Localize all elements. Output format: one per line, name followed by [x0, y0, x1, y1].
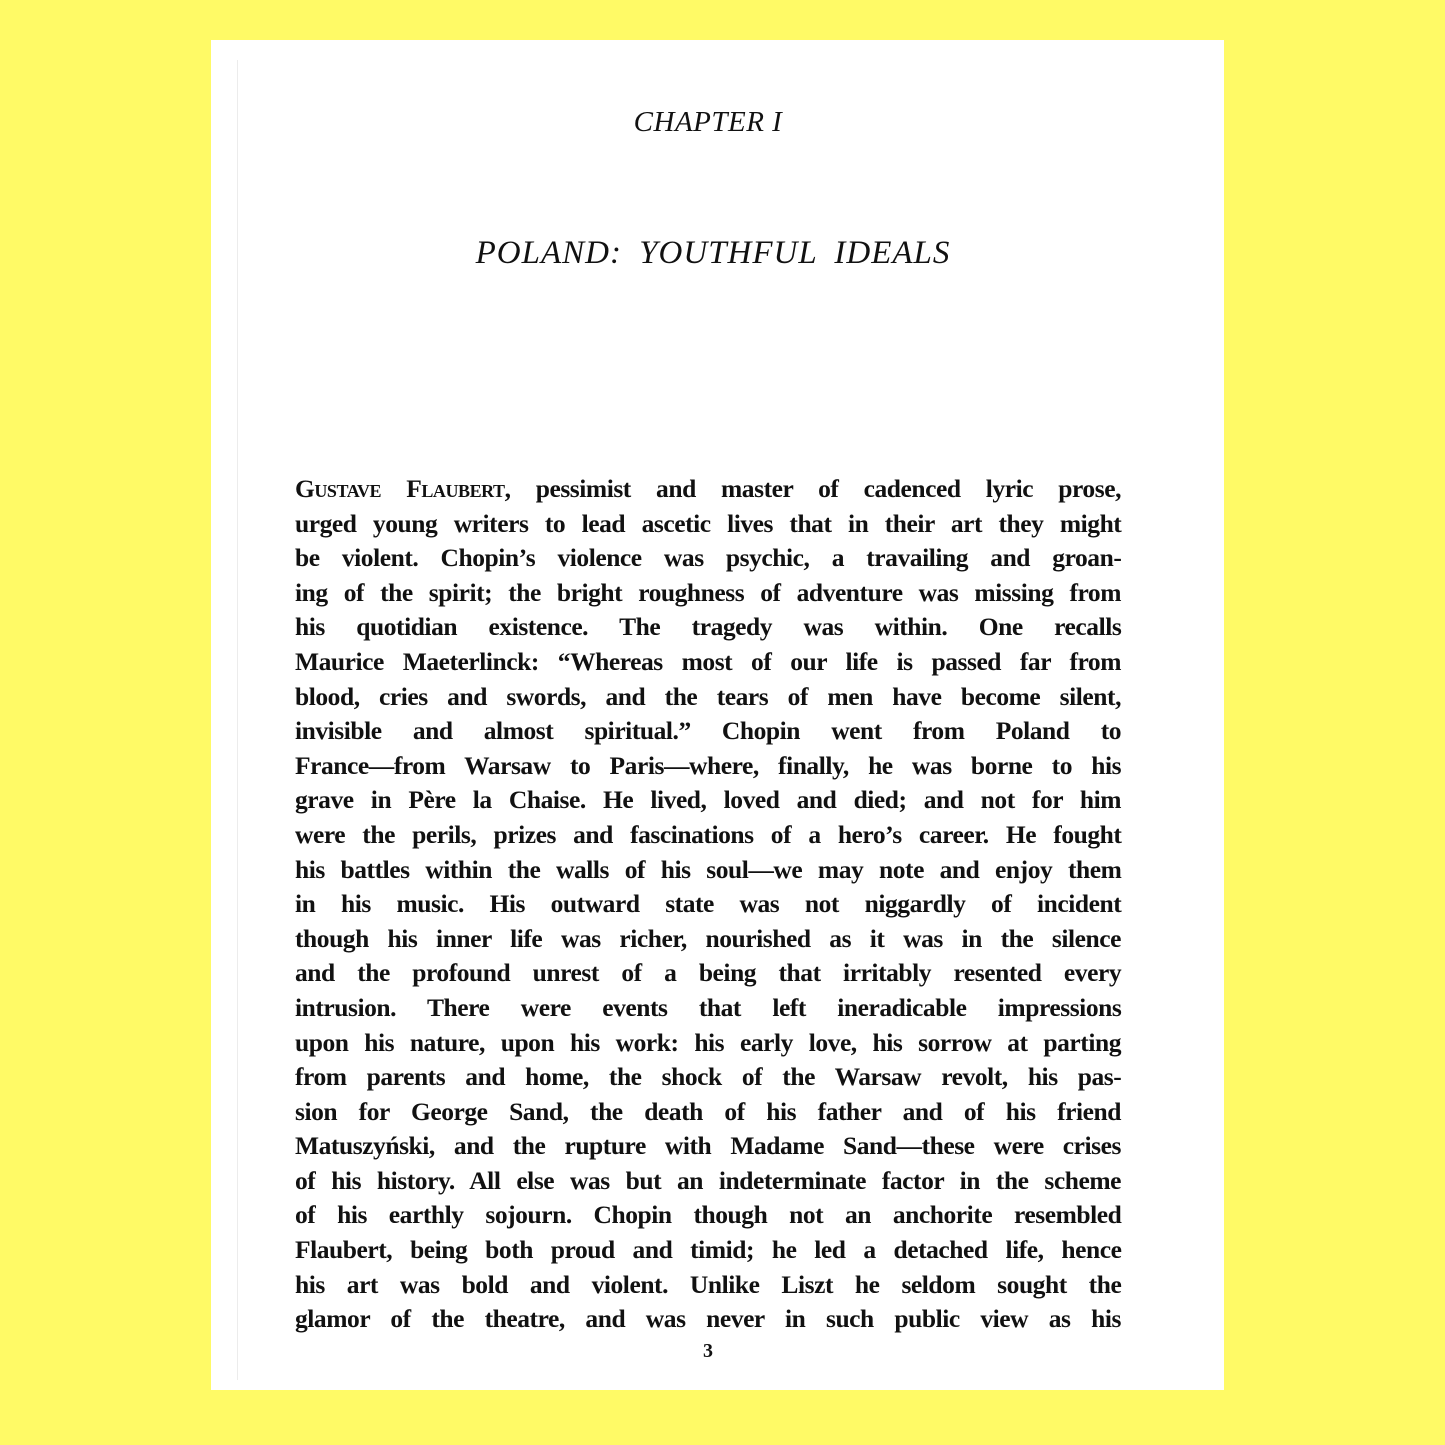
text-line: glamor of the theatre, and was never in such public view as his [295, 1304, 1121, 1334]
text-line: be violent. Chopin’s violence was psychic, a travailing and groan- [295, 543, 1122, 573]
text-line: his quotidian existence. The tragedy was within. One recalls [295, 612, 1122, 642]
text-line: intrusion. There were events that left ineradicable impressions [295, 992, 1122, 1022]
text-line: from parents and home, the shock of the Warsaw revolt, his pas- [295, 1062, 1122, 1092]
text-line: blood, cries and swords, and the tears of men have become silent, [295, 681, 1121, 711]
text-line: in his music. His outward state was not niggardly of incident [295, 889, 1122, 919]
text-line: invisible and almost spiritual.” Chopin went from Poland to [295, 716, 1122, 746]
text-line: urged young writers to lead ascetic lives that in their art they might [295, 508, 1122, 538]
text-line: grave in Père la Chaise. He lived, loved and died; and not for him [295, 785, 1121, 815]
text-line [295, 472, 1121, 507]
text-line: Maurice Maeterlinck: “Whereas most of our life is passed far from [295, 646, 1121, 676]
text-line: upon his nature, upon his work: his early love, his sorrow at parting [295, 1027, 1121, 1057]
body-text [295, 472, 1121, 1337]
text-line: his art was bold and violent. Unlike Liszt he seldom sought the [295, 1269, 1122, 1299]
opening-name: Gustave Flaubert [295, 474, 505, 503]
text-line: Flaubert, being both proud and timid; he led a detached life, hence [295, 1235, 1122, 1265]
chapter-title: POLAND: YOUTHFUL IDEALS [475, 235, 951, 271]
page-number: 3 [703, 1340, 713, 1362]
text-line: France—from Warsaw to Paris—where, finally, he was borne to his [295, 750, 1122, 780]
chapter-label: CHAPTER I [633, 106, 783, 138]
text-line-content: , pessimist and master of cadenced lyric prose, [504, 474, 1121, 503]
text-line: and the profound unrest of a being that irritably resented every [295, 958, 1122, 988]
text-line: ing of the spirit; the bright roughness of adventure was missing from [295, 577, 1121, 607]
text-line: though his inner life was richer, nourished as it was in the silence [295, 923, 1121, 953]
text-line: of his earthly sojourn. Chopin though not an anchorite resembled [295, 1200, 1122, 1230]
book-page [211, 40, 1224, 1390]
text-line: were the perils, prizes and fascinations of a hero’s career. He fought [295, 819, 1122, 849]
text-line: sion for George Sand, the death of his father and of his friend [295, 1096, 1121, 1126]
text-line: Matuszyński, and the rupture with Madame Sand—these were crises [295, 1131, 1121, 1161]
text-line: of his history. All else was but an indeterminate factor in the scheme [295, 1165, 1121, 1195]
text-line: his battles within the walls of his soul—we may note and enjoy them [295, 854, 1122, 884]
